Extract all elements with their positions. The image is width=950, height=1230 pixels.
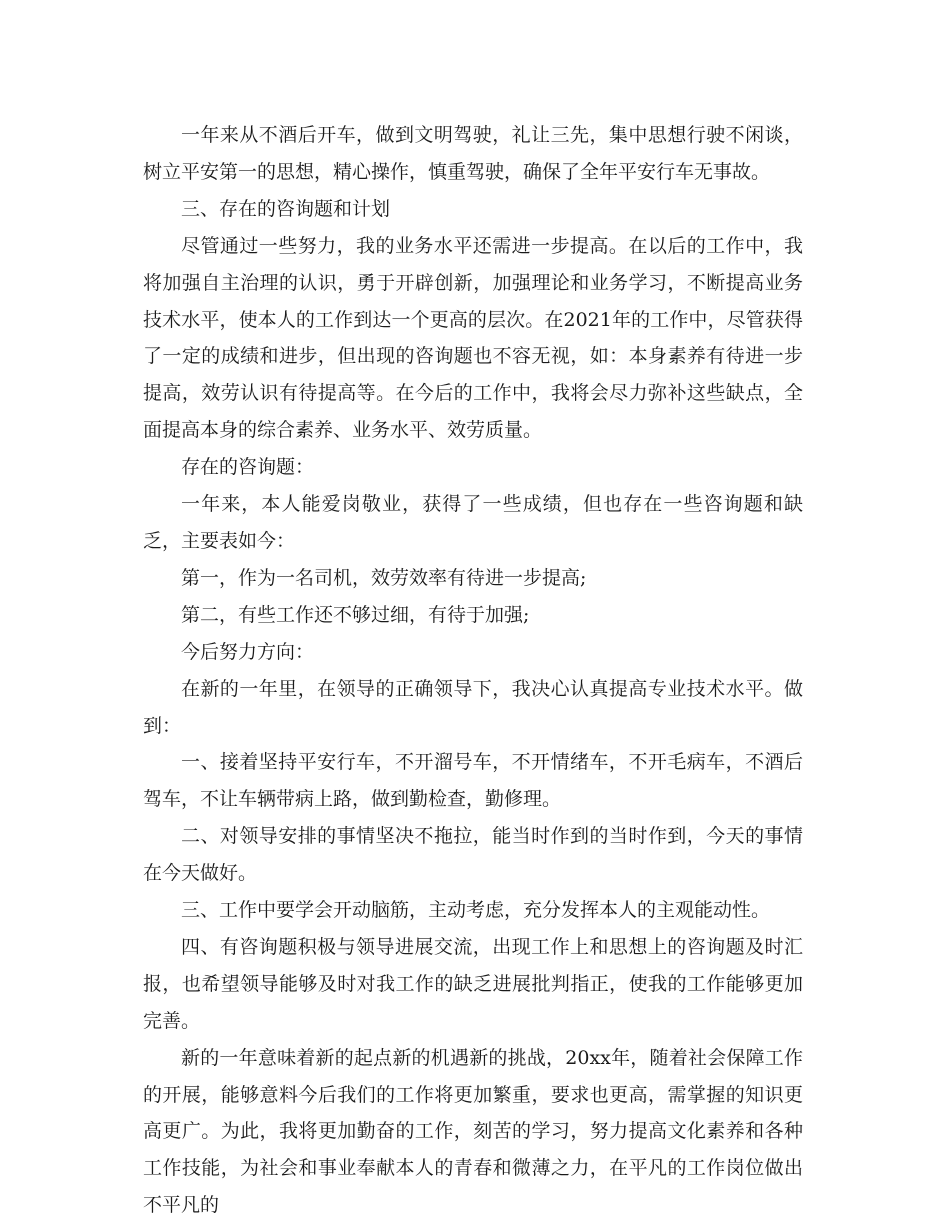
paragraph-improvement-plan: 尽管通过一些努力，我的业务水平还需进一步提高。在以后的工作中，我将加强自主治理的认识，勇于开辟创新，加强理论和业务学习，不断提高业务技术水平，使本人的工作到达一个更高的层次。在2021年的工作中，尽管获得了一定的成绩和进步，但出现的咨询题也不容无视，如：本身素养有待进一步提高，效劳认识有待提高等。在今后的工作中，我将会尽力弥补这些缺点，全面提高本身的综合素养、业务水平、效劳质量。 [143, 234, 803, 442]
document-body [143, 117, 803, 1224]
list-item-goal-4: 四、有咨询题积极与领导进展交流，出现工作上和思想上的咨询题及时汇报，也希望领导能够及时对我工作的缺乏进展批判指正，使我的工作能够更加完善。 [143, 935, 803, 1032]
list-item-problem-1: 第一，作为一名司机，效劳效率有待进一步提高; [181, 566, 587, 589]
list-item-goal-3: 三、工作中要学会开动脑筋，主动考虑，充分发挥本人的主观能动性。 [181, 899, 771, 922]
paragraph-new-year-resolve: 在新的一年里，在领导的正确领导下，我决心认真提高专业技术水平。做到： [143, 677, 803, 737]
section-heading-problems-plans: 三、存在的咨询题和计划 [181, 197, 391, 220]
subheading-existing-problems: 存在的咨询题： [181, 456, 315, 479]
paragraph-problems-intro: 一年来，本人能爱岗敬业，获得了一些成绩，但也存在一些咨询题和缺乏，主要表如今： [143, 493, 803, 552]
list-item-goal-2: 二、对领导安排的事情坚决不拖拉，能当时作到的当时作到，今天的事情在今天做好。 [143, 825, 803, 885]
list-item-goal-1: 一、接着坚持平安行车，不开溜号车，不开情绪车，不开毛病车，不酒后驾车，不让车辆带病上路，做到勤检查，勤修理。 [143, 751, 803, 811]
subheading-future-direction: 今后努力方向： [181, 640, 315, 663]
paragraph-closing-outlook: 新的一年意味着新的起点新的机遇新的挑战，20xx年，随着社会保障工作的开展，能够意料今后我们的工作将更加繁重，要求也更高，需掌握的知识更高更广。为此，我将更加勤奋的工作，刻苦的学习，努力提高文化素养和各种工作技能，为社会和事业奉献本人的青春和微薄之力，在平凡的工作岗位做出不平凡的 [143, 1046, 803, 1217]
list-item-problem-2: 第二，有些工作还不够过细，有待于加强; [181, 603, 530, 626]
paragraph-driving-safety: 一年来从不酒后开车，做到文明驾驶，礼让三先，集中思想行驶不闲谈，树立平安第一的思想，精心操作，慎重驾驶，确保了全年平安行车无事故。 [143, 124, 803, 183]
